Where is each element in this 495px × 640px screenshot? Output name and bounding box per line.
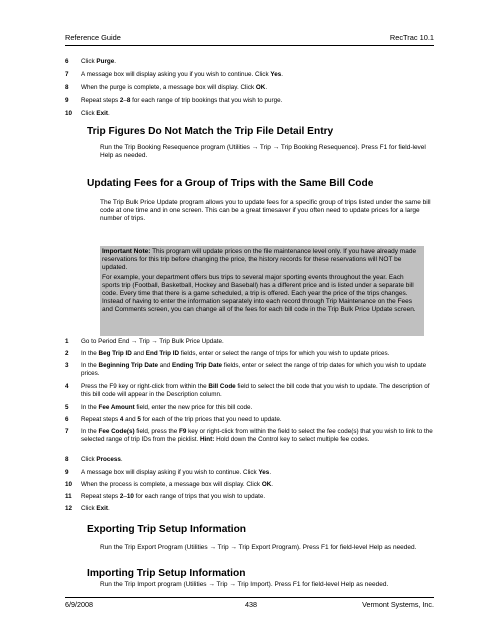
section-body-updating-fees: The Trip Bulk Price Update program allows you to update fees for a specific group of trips listed under the same bill code at one time and in one screen. This can be a great timesaver if you often need to update prices for a large number of trips. (100, 199, 431, 223)
step-item: 6 Click Purge. (65, 58, 117, 65)
section-title-updating-fees: Updating Fees for a Group of Trips with the Same Bill Code (87, 178, 374, 189)
note-example: For example, your department offers bus trips to several major sporting events throughout the year. Each sports trip (Football, Basketball, Hockey and Baseball) has a different price and is listed under a separate bill code. Every time that there is a game scheduled, a trip is offered. Each year the price of the trips changes. Instead of having to enter the information separately into each record through Trip Maintenance on the Fees and Comments screen, you can change all of the fees for each bill code in the Trip Bulk Price Update screen. (102, 273, 416, 314)
important-note: Important Note: This program will update prices on the file maintenance level only. If you have already made reservations for this trip before changing the price, the history records for these reservations will NOT be updated. (102, 248, 417, 272)
step-item: 10 When the process is complete, a message box will display. Click OK. (65, 481, 274, 488)
step-item: 4 Press the F9 key or right-click from within the Bill Code field to select the bill code that you wish to update. The description of this bill code will appear in the Description column. (65, 383, 430, 398)
section-body-importing: Run the Trip Import program (Utilities → Trip → Trip Import). Press F1 for field-level Help as needed. (100, 581, 389, 588)
step-item: 11 Repeat steps 2–10 for each range of trips that you wish to update. (65, 493, 266, 500)
step-item: 2 In the Beg Trip ID and End Trip ID fields, enter or select the range of trips for which you wish to update prices. (65, 350, 390, 357)
step-item: 12 Click Exit. (65, 505, 110, 512)
step-item: 1 Go to Period End → Trip → Trip Bulk Price Update. (65, 338, 224, 345)
step-item: 8 When the purge is complete, a message box will display. Click OK. (65, 84, 268, 91)
footer-company: Vermont Systems, Inc. (362, 600, 434, 609)
step-item: 9 Repeat steps 2–8 for each range of trip bookings that you wish to purge. (65, 97, 283, 104)
step-item: 10 Click Exit. (65, 110, 110, 117)
step-item: 5 In the Fee Amount field, enter the new price for this bill code. (65, 404, 253, 411)
page-header (65, 32, 434, 46)
step-item: 9 A message box will display asking if you wish to continue. Click Yes. (65, 469, 272, 476)
step-item: 7 A message box will display asking you if you wish to continue. Click Yes. (65, 71, 283, 78)
section-title-importing: Importing Trip Setup Information (87, 568, 246, 579)
header-doc-title: Reference Guide (65, 33, 121, 42)
step-item: 6 Repeat steps 4 and 5 for each of the trip prices that you need to update. (65, 416, 282, 423)
important-note-box (100, 246, 424, 336)
step-item: 7 In the Fee Code(s) field, press the F9 key or right-click from within the field to select the fee code(s) that you wish to link to the selected range of trip IDs from the picklist. Hint: Hold down the Control key to select multiple fee codes. (65, 428, 433, 443)
step-item: 3 In the Beginning Trip Date and Ending Trip Date fields, enter or select the range of trip dates for which you wish to update prices. (65, 362, 427, 377)
header-product: RecTrac 10.1 (389, 33, 434, 42)
page-footer (65, 597, 434, 609)
footer-date: 6/9/2008 (65, 600, 93, 609)
section-title-exporting: Exporting Trip Setup Information (87, 524, 247, 535)
step-item: 8 Click Process. (65, 456, 123, 463)
section-title-trip-figures: Trip Figures Do Not Match the Trip File Detail Entry (87, 126, 334, 137)
section-body-exporting: Run the Trip Export Program (Utilities → Trip → Trip Export Program). Press F1 for field-level Help as needed. (100, 544, 417, 551)
page-number: 438 (245, 600, 257, 609)
section-body-trip-figures: Run the Trip Booking Resequence program (Utilities → Trip → Trip Booking Resequence). Press F1 for field-level Help as needed. (100, 144, 426, 160)
